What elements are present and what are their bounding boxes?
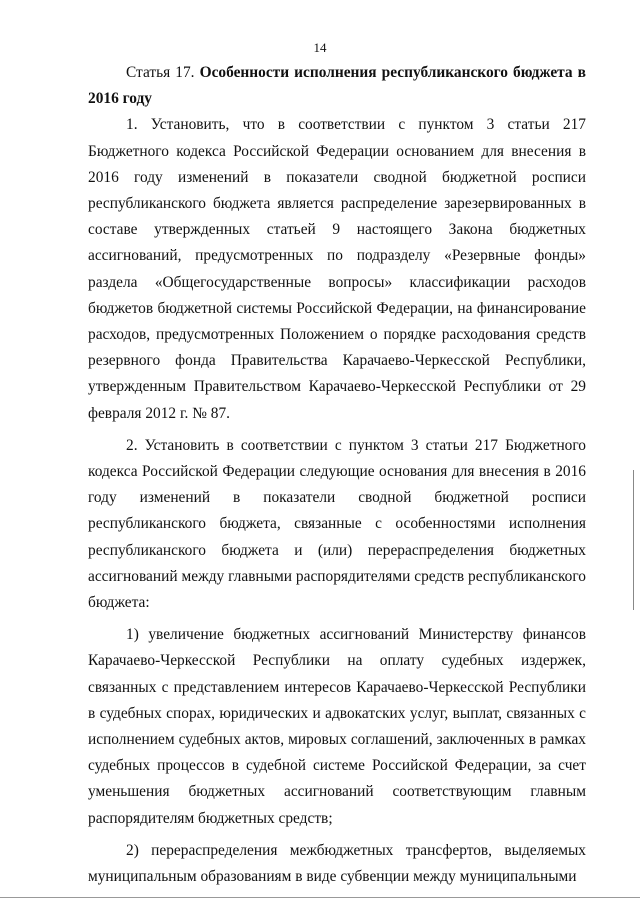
page-number: 14: [313, 40, 327, 55]
scan-edge-mark: [633, 470, 634, 610]
paragraph-2-item-2: 2) перераспределения межбюджетных трансфертов, выделяемых муниципальным образованиям в виде субвенции между муниципальными: [88, 841, 586, 886]
article-heading: [88, 60, 586, 112]
paragraph-2: 2. Установить в соответствии с пунктом 3 статьи 217 Бюджетного кодекса Российской Федерации следующие основания для внесения в 2016 году изменений в показатели сводной бюджетной росписи республиканского бюджета, связанные с особенностями исполнения республиканского бюджета и (или) перераспределения бюджетных ассигнований между главными распорядителями средств республиканского бюджета:: [88, 436, 586, 612]
paragraph-2-item-1: 1) увеличение бюджетных ассигнований Министерству финансов Карачаево-Черкесской Республики на оплату судебных издержек, связанных с представлением интересов Карачаево-Черкесской Республики в судебных спорах, юридических и адвокатских услуг, выплат, связанных с исполнением судебных актов, мировых соглашений, заключенных в рамках судебных процессов в судебной системе Российской Федерации, за счет уменьшения бюджетных ассигнований соответствующим главным распорядителям бюджетных средств;: [88, 626, 586, 827]
paragraph-1: 1. Установить, что в соответствии с пунктом 3 статьи 217 Бюджетного кодекса Российской Федерации основанием для внесения в 2016 году изменений в показатели сводной бюджетной росписи республиканского бюджета является распределение зарезервированных в составе утвержденных статьей 9 настоящего Закона бюджетных ассигнований, предусмотренных по подразделу «Резервные фонды» раздела «Общегосударственные вопросы» классификации расходов бюджетов бюджетной системы Российской Федерации, на финансирование расходов, предусмотренных Положением о порядке расходования средств резервного фонда Правительства Карачаево-Черкесской Республики, утвержденным Правительством Карачаево-Черкесской Республики от 29 февраля 2012 г. № 87.: [88, 116, 586, 422]
article-title: Особенности исполнения республиканского бюджета в 2016 году: [88, 64, 586, 108]
scan-bottom-line: [0, 897, 640, 898]
article-label: Статья 17.: [126, 64, 195, 81]
document-body: [88, 60, 586, 890]
